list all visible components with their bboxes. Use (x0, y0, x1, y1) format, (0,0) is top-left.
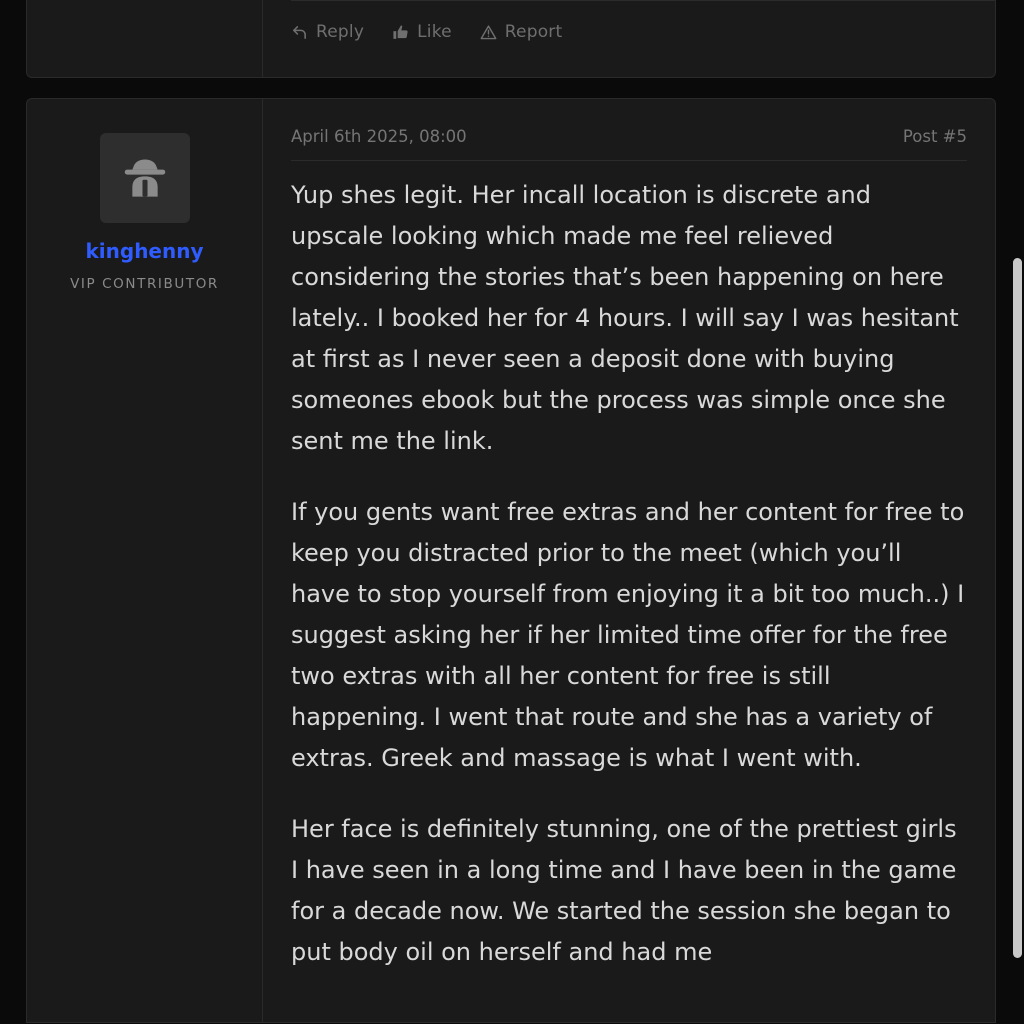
vertical-scrollbar[interactable] (1010, 0, 1024, 1024)
avatar[interactable] (100, 133, 190, 223)
report-button[interactable] (480, 22, 563, 42)
post-partial-above (26, 0, 996, 78)
post-content (291, 161, 967, 973)
author-username[interactable]: kinghenny (85, 239, 204, 263)
reply-label: Reply (316, 22, 365, 42)
post-paragraph: If you gents want free extras and her content for free to keep you distracted prior to the meet (which you’ll have to stop yourself from enjoying it a bit too much..) I suggest asking her if her limited time offer for the free two extras with all her content for free is still happening. I went that route and she has a variety of extras. Greek and massage is what I went with. (291, 498, 965, 772)
post-paragraph: Yup shes legit. Her incall location is discrete and upscale looking which made me feel relieved considering the stories that’s been happening on here lately.. I booked her for 4 hours. I will say I was hesitant at first as I never seen a deposit done with buying someones ebook but the process was simple once she sent me the link. (291, 181, 959, 455)
like-label: Like (417, 22, 452, 42)
warning-triangle-icon (480, 24, 497, 41)
post-5 (26, 98, 996, 1023)
reply-button[interactable] (291, 22, 364, 42)
report-label: Report (504, 22, 563, 42)
like-button[interactable] (392, 22, 452, 42)
page-left-gutter (0, 0, 26, 1024)
author-title: VIP CONTRIBUTOR (70, 276, 219, 292)
anonymous-spy-avatar-icon (118, 151, 172, 205)
reply-icon (291, 24, 308, 41)
post-author-column (27, 0, 263, 77)
post-author-column (27, 99, 263, 1022)
post-body (263, 99, 995, 1022)
scrollbar-thumb[interactable] (1013, 258, 1022, 958)
divider (291, 0, 995, 1)
thumbs-up-icon (392, 24, 409, 41)
post-paragraph: Her face is definitely stunning, one of the prettiest girls I have seen in a long time and I have been in the game for a decade now. We started the session she began to put body oil on herself and had me (291, 815, 957, 966)
post-timestamp: April 6th 2025, 08:00 (291, 127, 467, 146)
post-footer-actions-area (263, 0, 995, 77)
post-meta (291, 127, 967, 161)
post-number[interactable]: Post #5 (902, 127, 967, 146)
post-actions (291, 0, 967, 42)
